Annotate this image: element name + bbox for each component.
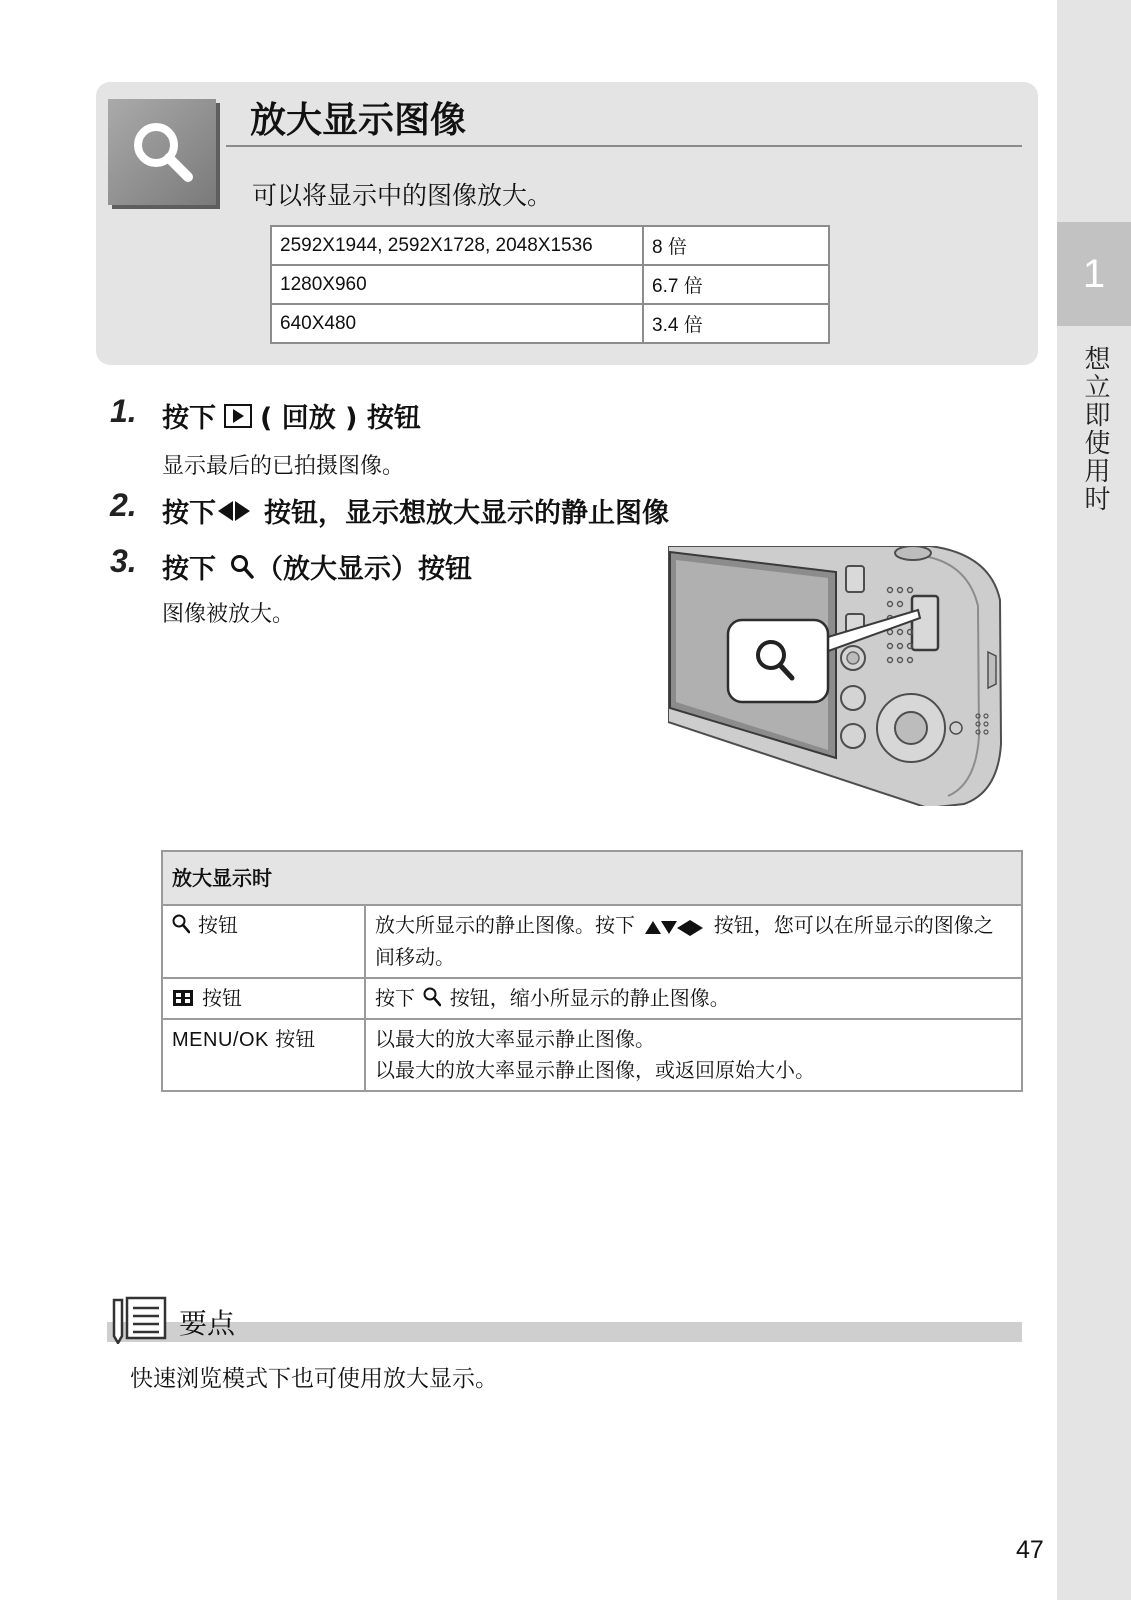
step-heading-text: （放大显示）按钮 <box>256 554 472 585</box>
step-heading-text: 按下 <box>162 498 216 529</box>
step-heading <box>162 547 472 586</box>
table-row <box>271 265 829 304</box>
table-header-row <box>162 851 1022 905</box>
step-heading-text: 按钮，显示想放大显示的静止图像 <box>264 498 669 529</box>
step-heading <box>162 491 669 530</box>
ratio-cell: 3.4 倍 <box>643 304 829 343</box>
page-number: 47 <box>1016 1536 1044 1564</box>
resolution-cell: 640X480 <box>271 304 643 343</box>
step-number: 3. <box>110 543 137 579</box>
value-text: 按下 <box>375 986 415 1010</box>
step-heading-text: 按下 <box>162 403 216 434</box>
value-cell <box>365 1019 1022 1091</box>
table-row <box>162 905 1022 978</box>
value-text: 按钮，您可以在所显示的图像之间移动。 <box>375 913 994 969</box>
table-row <box>271 304 829 343</box>
magnifier-icon <box>423 987 441 1007</box>
step-heading-text: ( 回放 ) 按钮 <box>260 403 421 434</box>
step-heading-text: 按下 <box>162 554 216 585</box>
menu-ok-label: MENU/OK <box>172 1029 269 1051</box>
value-text: 以最大的放大率显示静止图像，或返回原始大小。 <box>375 1058 815 1082</box>
right-arrow-icon <box>235 501 250 521</box>
key-cell <box>162 1019 365 1091</box>
thumbnail-icon <box>172 989 194 1007</box>
value-cell <box>365 978 1022 1019</box>
step-number: 2. <box>110 487 137 523</box>
note-bar <box>107 1322 1022 1342</box>
note-text: 快速浏览模式下也可使用放大显示。 <box>130 1366 498 1392</box>
table-header: 放大显示时 <box>162 851 1022 905</box>
key-label: 按钮 <box>275 1027 316 1051</box>
magnifier-icon <box>108 99 216 205</box>
chapter-tab <box>1057 222 1131 326</box>
magnifier-icon <box>172 914 190 934</box>
table-row <box>162 1019 1022 1091</box>
value-text: 放大所显示的静止图像。按下 <box>375 913 635 937</box>
intro-text: 可以将显示中的图像放大。 <box>252 181 553 210</box>
ratio-cell: 8 倍 <box>643 226 829 265</box>
chapter-number: 1 <box>1082 251 1106 296</box>
step-description: 显示最后的已拍摄图像。 <box>162 454 405 479</box>
zoom-controls-table <box>161 850 1023 1092</box>
step-description: 图像被放大。 <box>162 602 295 627</box>
chapter-title: 想立即使用时 <box>1080 345 1110 513</box>
value-cell <box>365 905 1022 978</box>
magnifier-icon <box>230 554 254 580</box>
playback-icon <box>224 404 252 428</box>
title-divider <box>226 145 1022 147</box>
key-cell <box>162 905 365 978</box>
key-cell <box>162 978 365 1019</box>
key-label: 按钮 <box>202 986 242 1010</box>
zoom-ratio-table <box>270 225 830 344</box>
memo-icon <box>110 1296 170 1344</box>
resolution-cell: 1280X960 <box>271 265 643 304</box>
table-row <box>271 226 829 265</box>
step-heading <box>162 396 421 435</box>
note-title: 要点 <box>179 1307 236 1340</box>
page-title: 放大显示图像 <box>250 100 467 141</box>
table-row <box>162 978 1022 1019</box>
resolution-cell: 2592X1944, 2592X1728, 2048X1536 <box>271 226 643 265</box>
left-arrow-icon <box>218 501 233 521</box>
camera-illustration <box>668 546 1013 806</box>
value-text: 以最大的放大率显示静止图像。 <box>375 1027 655 1051</box>
four-way-arrows-icon <box>645 911 703 942</box>
ratio-cell: 6.7 倍 <box>643 265 829 304</box>
value-text: 按钮，缩小所显示的静止图像。 <box>449 986 730 1010</box>
key-label: 按钮 <box>198 913 238 937</box>
step-number: 1. <box>110 393 137 429</box>
